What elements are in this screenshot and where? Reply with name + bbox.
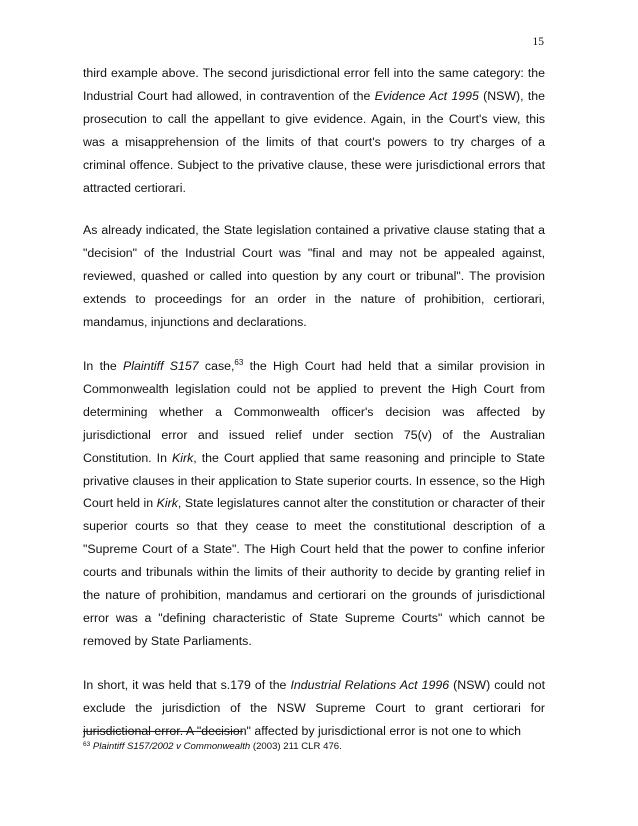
paragraph-4-text-b: (NSW) could not exclude the jurisdiction of the NSW Supreme Court to grant certiorari for jurisdictional error. A "decision" affected by jurisdictional error is not one to which [83,677,545,738]
paragraph-4-industrial-relations-act: Industrial Relations Act 1996 [290,677,450,692]
paragraph-1 [83,62,545,199]
paragraph-1-text-b: (NSW), the prosecution to call the appellant to give evidence. Again, in the Court's view, this was a misapprehension of the limits of that court's powers to try charges of a criminal offence. Subject to the privative clause, these were jurisdictional errors that attracted certiorari. [83,88,546,195]
paragraph-4-text-a: In short, it was held that s.179 of the [83,677,291,692]
paragraph-3-text-d: , the Court applied that same reasoning and principle to State privative clauses in their application to State superior courts. In essence, so the High Court held in [83,450,545,511]
footnote-citation: (2003) 211 CLR 476. [250,741,342,752]
paragraph-4 [83,674,545,743]
paragraph-3-text-b: case, [198,358,235,373]
paragraph-1-evidence-act: Evidence Act 1995 [374,88,479,103]
paragraph-3 [83,355,545,653]
footnote-mark: 63 [83,741,91,748]
paragraph-3-text-c: the High Court had held that a similar provision in Commonwealth legislation could not be applied to prevent the High Court from determining whether a Commonwealth officer's decision was affected by jurisdictional error and issued relief under section 75(v) of the Australian Constitution. In [83,358,545,465]
page-number: 15 [532,36,544,48]
body-text [83,62,545,742]
footnote-case-name: Plaintiff S157/2002 v Commonwealth [92,741,251,752]
footnote-63 [83,740,545,753]
paragraph-3-text-e: , State legislatures cannot alter the constitution or character of their superior courts so that they cease to meet the constitutional description of a "Supreme Court of a State". The High Court held that the power to confine inferior courts and tribunals within the limits of their authority to decide by granting relief in the nature of prohibition, mandamus and certiorari on the grounds of jurisdictional error was a "defining characteristic of State Supreme Courts" which cannot be removed by State Parliaments. [83,496,545,648]
paragraph-2-text: As already indicated, the State legislation contained a privative clause stating that a "decision" of the Industrial Court was "final and may not be appealed against, reviewed, quashed or called into question by any court or tribunal". The provision extends to proceedings for an order in the nature of prohibition, certiorari, mandamus, injunctions and declarations. [83,223,545,330]
paragraph-3-text-a: In the [83,358,124,373]
footnote-separator [83,731,243,732]
footnote-reference-63[interactable]: 63 [234,357,244,367]
paragraph-3-plaintiff-s157: Plaintiff S157 [123,358,199,373]
paragraph-3-kirk-2: Kirk [156,496,178,511]
paragraph-3-kirk-1: Kirk [172,450,194,465]
paragraph-2 [83,219,545,334]
paragraph-1-text-a: third example above. The second jurisdictional error fell into the same category: the Industrial Court had allowed, in contravention of the [83,66,545,103]
